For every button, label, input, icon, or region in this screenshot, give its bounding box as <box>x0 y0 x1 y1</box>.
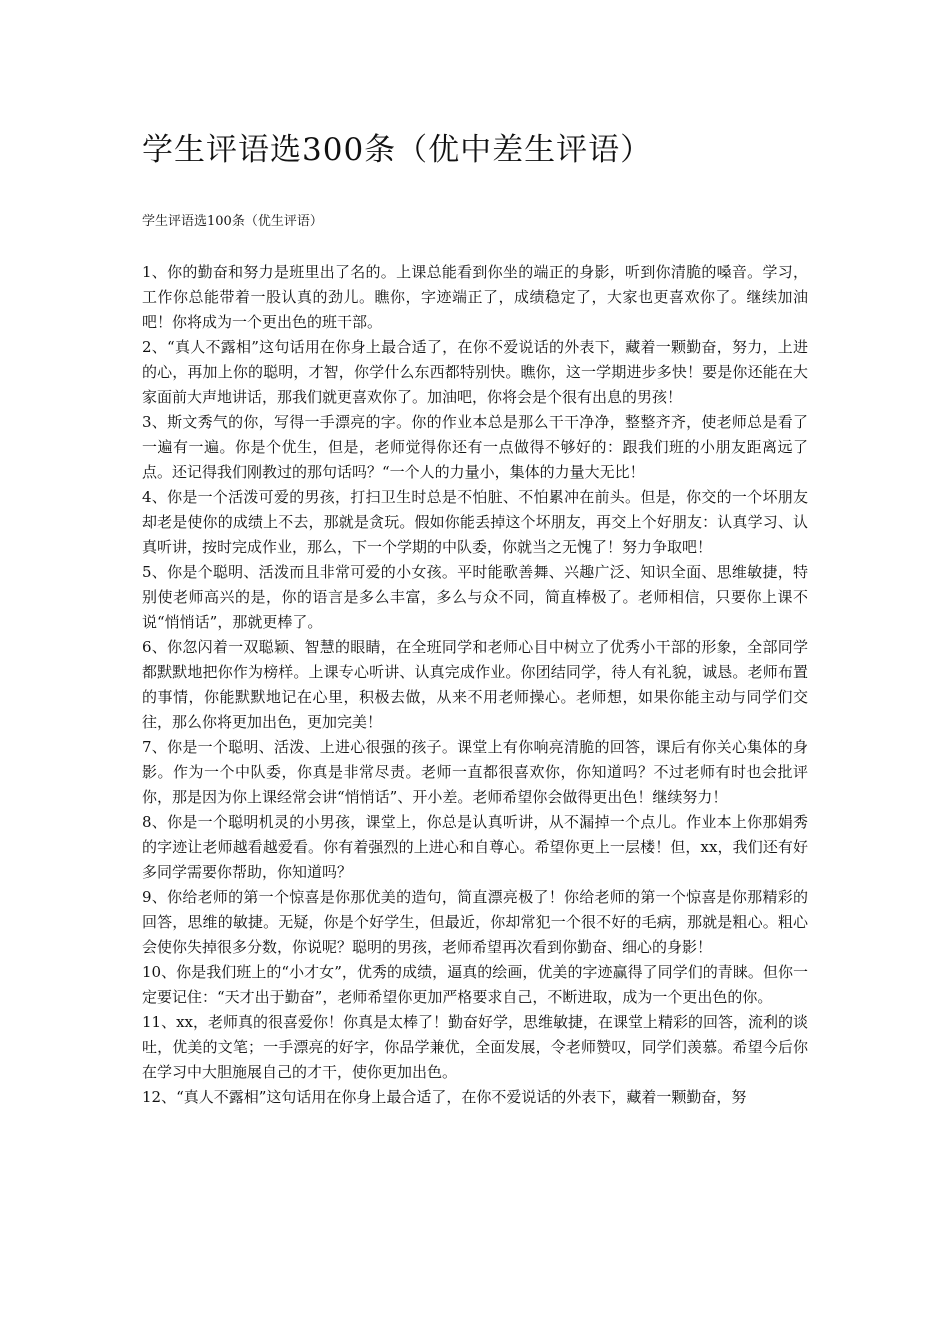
paragraph-8: 8、你是一个聪明机灵的小男孩，课堂上，你总是认真听讲，从不漏掉一个点儿。作业本上你那娟秀的字迹让老师越看越爱看。你有着强烈的上进心和自尊心。希望你更上一层楼！但，xx，我们还有好多同学需要你帮助，你知道吗？ <box>142 813 808 881</box>
paragraph-12: 12、“真人不露相”这句话用在你身上最合适了，在你不爱说话的外表下，藏着一颗勤奋，努 <box>142 1088 747 1106</box>
document-body <box>142 260 808 1110</box>
paragraph-4: 4、你是一个活泼可爱的男孩，打扫卫生时总是不怕脏、不怕累冲在前头。但是，你交的一个坏朋友却老是使你的成绩上不去，那就是贪玩。假如你能丢掉这个坏朋友，再交上个好朋友：认真学习、认真听讲，按时完成作业，那么，下一个学期的中队委，你就当之无愧了！努力争取吧！ <box>142 488 808 556</box>
paragraph-6: 6、你忽闪着一双聪颖、智慧的眼睛，在全班同学和老师心目中树立了优秀小干部的形象，全部同学都默默地把你作为榜样。上课专心听讲、认真完成作业。你团结同学，待人有礼貌，诚恳。老师布置的事情，你能默默地记在心里，积极去做，从来不用老师操心。老师想，如果你能主动与同学们交往，那么你将更加出色，更加完美！ <box>142 638 808 731</box>
paragraph-10: 10、你是我们班上的“小才女”，优秀的成绩，逼真的绘画，优美的字迹赢得了同学们的青睐。但你一定要记住：“天才出于勤奋”，老师希望你更加严格要求自己，不断进取，成为一个更出色的你。 <box>142 963 808 1006</box>
paragraph-7: 7、你是一个聪明、活泼、上进心很强的孩子。课堂上有你响亮清脆的回答，课后有你关心集体的身影。作为一个中队委，你真是非常尽责。老师一直都很喜欢你，你知道吗？不过老师有时也会批评你，那是因为你上课经常会讲“悄悄话”、开小差。老师希望你会做得更出色！继续努力！ <box>142 738 808 806</box>
paragraph-5: 5、你是个聪明、活泼而且非常可爱的小女孩。平时能歌善舞、兴趣广泛、知识全面、思维敏捷，特别使老师高兴的是，你的语言是多么丰富，多么与众不同，简直棒极了。老师相信，只要你上课不说“悄悄话”，那就更棒了。 <box>142 563 808 631</box>
paragraph-11: 11、xx，老师真的很喜爱你！你真是太棒了！勤奋好学，思维敏捷，在课堂上精彩的回答，流利的谈吐，优美的文笔；一手漂亮的好字，你品学兼优，全面发展，令老师赞叹，同学们羡慕。希望今后你在学习中大胆施展自己的才干，使你更加出色。 <box>142 1013 809 1081</box>
document-title: 学生评语选300条（优中差生评语） <box>142 132 653 168</box>
paragraph-3: 3、斯文秀气的你，写得一手漂亮的字。你的作业本总是那么干干净净，整整齐齐，使老师总是看了一遍有一遍。你是个优生，但是，老师觉得你还有一点做得不够好的：跟我们班的小朋友距离远了点。还记得我们刚教过的那句话吗？“一个人的力量小，集体的力量大无比！ <box>142 413 808 481</box>
paragraph-2: 2、“真人不露相”这句话用在你身上最合适了，在你不爱说话的外表下，藏着一颗勤奋，努力，上进的心，再加上你的聪明，才智，你学什么东西都特别快。瞧你，这一学期进步多快！要是你还能在大家面前大声地讲话，那我们就更喜欢你了。加油吧，你将会是个很有出息的男孩！ <box>142 338 808 406</box>
paragraph-9: 9、你给老师的第一个惊喜是你那优美的造句，简直漂亮极了！你给老师的第一个惊喜是你那精彩的回答，思维的敏捷。无疑，你是个好学生，但最近，你却常犯一个很不好的毛病，那就是粗心。粗心会使你失掉很多分数，你说呢？聪明的男孩，老师希望再次看到你勤奋、细心的身影！ <box>142 888 808 956</box>
paragraph-1: 1、你的勤奋和努力是班里出了名的。上课总能看到你坐的端正的身影，听到你清脆的嗓音。学习，工作你总能带着一股认真的劲儿。瞧你，字迹端正了，成绩稳定了，大家也更喜欢你了。继续加油吧！你将成为一个更出色的班干部。 <box>142 263 808 331</box>
section-subtitle: 学生评语选100条（优生评语） <box>142 214 323 229</box>
